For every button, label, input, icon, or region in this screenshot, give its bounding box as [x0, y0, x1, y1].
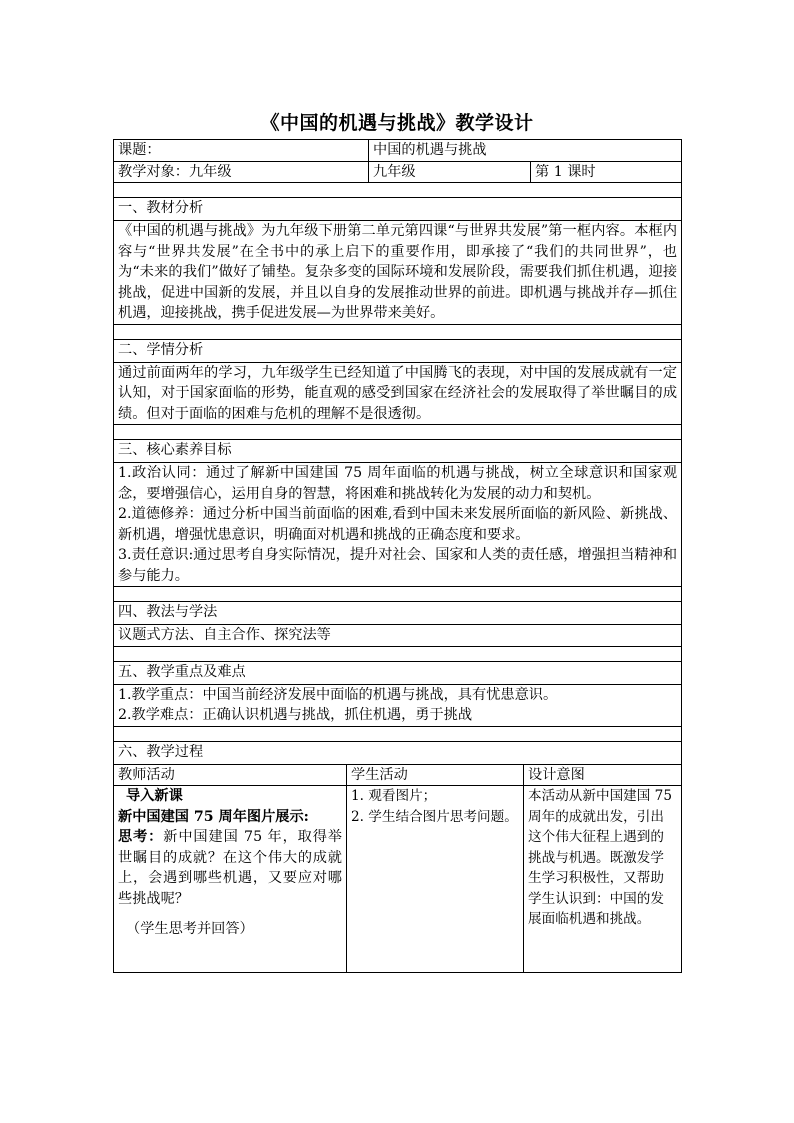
topic-label: 课题：: [114, 140, 369, 162]
spacer-row: [114, 324, 682, 339]
audience-row: [114, 161, 682, 183]
keypoint-focus: 1.教学重点：中国当前经济发展中面临的机遇与挑战，具有忧患意识。: [118, 686, 558, 703]
student-step-2: 2. 学生结合图片思考问题。: [351, 808, 518, 825]
section-heading-keypoints: 五、教学重点及难点: [114, 661, 682, 684]
section-heading-process: 六、教学过程: [114, 741, 682, 764]
header-student-activity: 学生活动: [347, 764, 524, 786]
teacher-note: （学生思考并回答）: [126, 921, 254, 937]
goal-political: 1.政治认同：通过了解新中国建国 75 周年面临的机遇与挑战，树立全球意识和国家观念，要增强信心，运用自身的智慧，将困难和挑战转化为发展的动力和契机。: [118, 465, 678, 502]
spacer-row: [114, 646, 682, 661]
section-heading-goals: 三、核心素养目标: [114, 440, 682, 463]
think-question: [118, 827, 342, 909]
student-activity-cell: [347, 786, 524, 973]
section-heading-methods: 四、教法与学法: [114, 602, 682, 625]
lesson-cell: 第 1 课时: [531, 161, 682, 183]
audience-label: 教学对象：九年级: [114, 161, 369, 183]
section-text-students: 通过前面两年的学习，九年级学生已经知道了中国腾飞的表现，对中国的发展成就有一定认知，对于国家面临的形势，能直观的感受到国家在经济社会的发展取得了举世瞩目的成绩。但对于面临的困难与危机的理解不是很透彻。: [114, 362, 682, 425]
spacer-row: [114, 726, 682, 741]
process-row: [114, 786, 682, 973]
section-keypoints-list: [114, 684, 682, 726]
teacher-activity-cell: [114, 786, 347, 973]
section-heading-analysis: 一、教材分析: [114, 198, 682, 221]
keypoint-difficulty: 2.教学难点：正确认识机遇与挑战，抓住机遇，勇于挑战: [118, 707, 473, 723]
header-teacher-activity: 教师活动: [114, 764, 347, 786]
spacer-row: [114, 587, 682, 602]
think-text: 新中国建国 75 年，取得举世瞩目的成就？在这个伟大的成就上，会遇到哪些机遇，又要应对哪些挑战呢？: [118, 829, 342, 907]
lesson-plan-table: [113, 139, 682, 973]
grade-cell: 九年级: [369, 161, 531, 183]
section-heading-students: 二、学情分析: [114, 339, 682, 362]
intro-heading: 导入新课: [126, 788, 183, 804]
section-text-methods: 议题式方法、自主合作、探究法等: [114, 625, 682, 647]
spacer-row: [114, 425, 682, 440]
section-goals-list: [114, 463, 682, 587]
design-intent-text: 本活动从新中国建国 75 周年的成就出发，引出这个伟大征程上遇到的挑战与机遇。既激发学生学习积极性，又帮助学生认识到：中国的发展面临机遇和挑战。: [528, 788, 672, 927]
goal-responsibility: 3.责任意识:通过思考自身实际情况，提升对社会、国家和人类的责任感，增强担当精神和参与能力。: [118, 547, 678, 584]
topic-row: [114, 140, 682, 162]
topic-value: 中国的机遇与挑战: [369, 140, 682, 162]
section-text-analysis: 《中国的机遇与挑战》为九年级下册第二单元第四课“与世界共发展”第一框内容。本框内容与“世界共发展”在全书中的承上启下的重要作用，即承接了“我们的共同世界”，也为“未来的我们”做好了铺垫。复杂多变的国际环境和发展阶段，需要我们抓住机遇，迎接挑战，促进中国新的发展，并且以自身的发展推动世界的前进。即机遇与挑战并存—抓住机遇，迎接挑战，携手促进发展—为世界带来美好。: [114, 221, 682, 325]
process-header-row: [114, 764, 682, 786]
document-title: 《中国的机遇与挑战》教学设计: [260, 112, 534, 134]
student-step-1: 1. 观看图片；: [351, 788, 437, 804]
think-label: 思考：: [118, 829, 164, 845]
goal-moral: 2.道德修养：通过分析中国当前面临的困难,看到中国未来发展所面临的新风险、新挑战、新机遇，增强忧患意识，明确面对机遇和挑战的正确态度和要求。: [118, 506, 678, 543]
header-design-intent: 设计意图: [524, 764, 682, 786]
photo-show-heading: 新中国建国 75 周年图片展示:: [118, 808, 309, 825]
spacer-row: [114, 183, 682, 198]
design-intent-cell: [524, 786, 682, 973]
